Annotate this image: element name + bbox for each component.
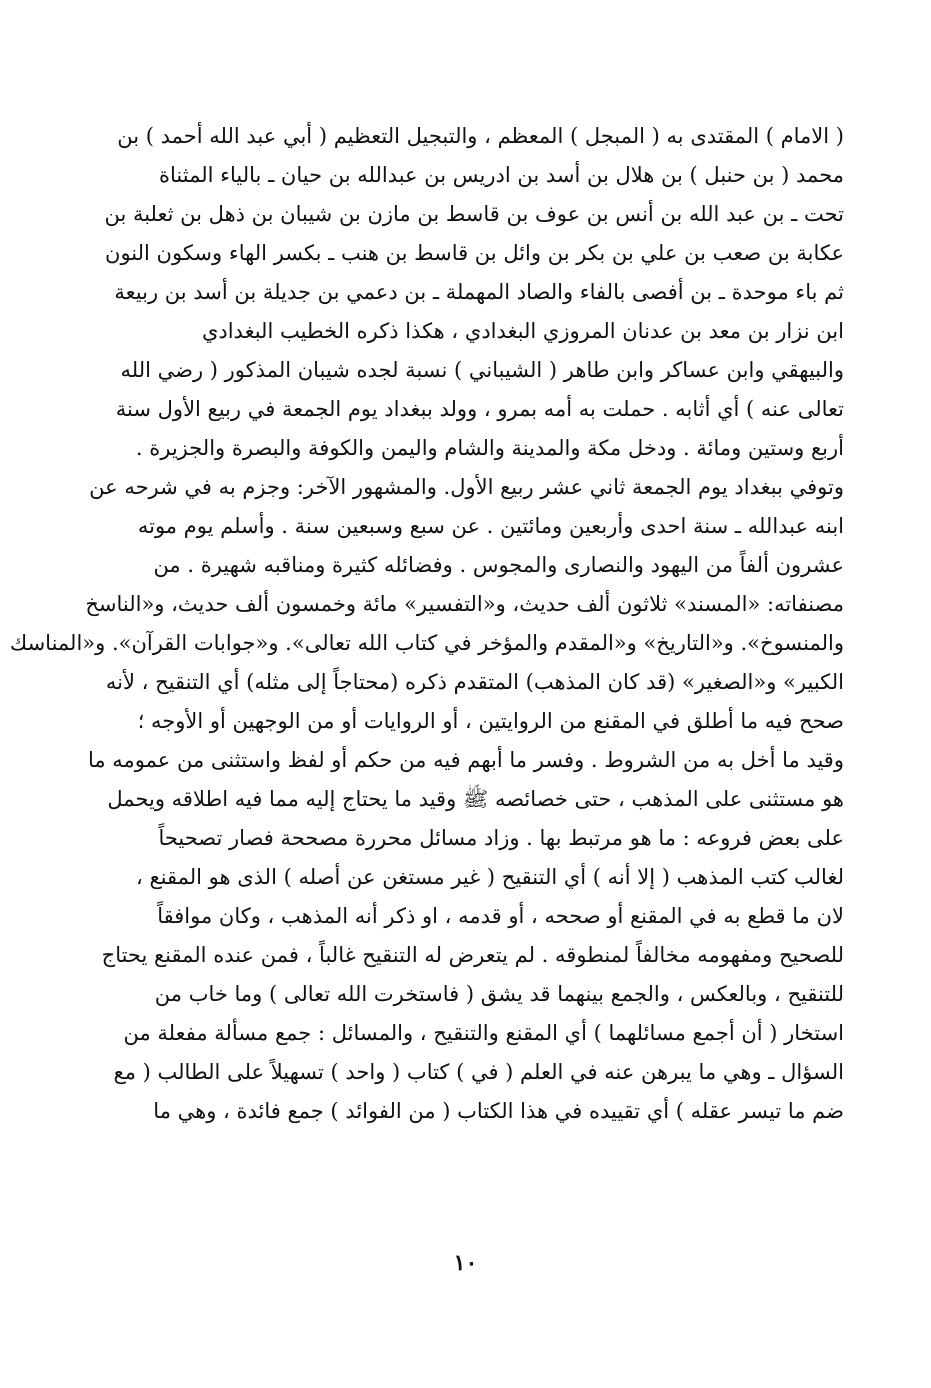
text-line: عشرون ألفاً من اليهود والنصارى والمجوس . وفضائله كثيرة ومناقبه شهيرة . من <box>153 553 844 577</box>
text-line: للصحيح ومفهومه مخالفاً لمنطوقه . لم يتعرض له التنقيح غالباً ، فمن عنده المقنع يحتاج <box>101 943 844 967</box>
text-line: ( الامام ) المقتدى به ( المبجل ) المعظم ، والتبجيل التعظيم ( أبي عبد الله أحمد ) بن <box>117 124 844 148</box>
text-line: مصنفاته: «المسند» ثلاثون ألف حديث، و«التفسير» مائة وخمسون ألف حديث، و«الناسخ <box>85 592 844 616</box>
text-line: هو مستثنى على المذهب ، حتى خصائصه ﷺ وقيد ما يحتاج إليه مما فيه اطلاقه ويحمل <box>107 787 844 811</box>
text-line: أربع وستين ومائة . ودخل مكة والمدينة والشام واليمن والكوفة والبصرة والجزيرة . <box>135 436 844 460</box>
text-line: تحت ـ بن عبد الله بن أنس بن عوف بن قاسط بن مازن بن شيبان بن ذهل بن ثعلبة بن <box>104 202 844 226</box>
text-line: لان ما قطع به في المقنع أو صححه ، أو قدمه ، او ذكر أنه المذهب ، وكان موافقاً <box>157 904 844 928</box>
text-line: للتنقيح ، وبالعكس ، والجمع بينهما قد يشق ( فاستخرت الله تعالى ) وما خاب من <box>154 982 844 1006</box>
text-line: محمد ( بن حنبل ) بن هلال بن أسد بن ادريس بن عبدالله بن حيان ـ بالياء المثناة <box>159 163 844 187</box>
text-line: وقيد ما أخل به من الشروط . وفسر ما أبهم فيه من حكم أو لفظ واستثنى من عمومه ما <box>87 748 844 772</box>
text-line: الكبير» و«الصغير» (قد كان المذهب) المتقدم ذكره (محتاجاً إلى مثله) أي التنقيح ، لأنه <box>105 670 844 694</box>
text-line: تعالى عنه ) أي أثابه . حملت به أمه بمرو ، وولد ببغداد يوم الجمعة في ربيع الأول سنة <box>115 397 844 421</box>
text-line: والمنسوخ». و«التاريخ» و«المقدم والمؤخر في كتاب الله تعالى». و«جوابات القرآن». و«المناسك <box>9 631 844 655</box>
text-line: السؤال ـ وهي ما يبرهن عنه في العلم ( في ) كتاب ( واحد ) تسهيلاً على الطالب ( مع <box>113 1060 844 1084</box>
text-line: عكابة بن صعب بن علي بن بكر بن وائل بن قاسط بن هنب ـ بكسر الهاء وسكون النون <box>105 241 844 265</box>
body-text <box>9 117 844 1131</box>
page-number: ١٠ <box>453 1250 478 1276</box>
text-line: ثم باء موحدة ـ بن أفصى بالفاء والصاد المهملة ـ بن دعمي بن جديلة بن أسد بن ربيعة <box>114 280 844 304</box>
text-line: صحح فيه ما أطلق في المقنع من الروايتين ، أو الروايات أو من الوجهين أو الأوجه ؛ <box>137 709 844 733</box>
text-line: وتوفي ببغداد يوم الجمعة ثاني عشر ربيع الأول. والمشهور الآخر: وجزم به في شرحه عن <box>89 475 844 499</box>
text-line: لغالب كتب المذهب ( إلا أنه ) أي التنقيح ( غير مستغن عن أصله ) الذى هو المقنع ، <box>135 865 844 889</box>
text-line: ضم ما تيسر عقله ) أي تقييده في هذا الكتاب ( من الفوائد ) جمع فائدة ، وهي ما <box>153 1099 844 1123</box>
text-line: ابنه عبدالله ـ سنة احدى وأربعين ومائتين . عن سبع وسبعين سنة . وأسلم يوم موته <box>137 514 844 538</box>
text-line: ابن نزار بن معد بن عدنان المروزي البغدادي ، هكذا ذكره الخطيب البغدادي <box>201 319 844 343</box>
text-line: على بعض فروعه : ما هو مرتبط بها . وزاد مسائل محررة مصححة فصار تصحيحاً <box>158 826 844 850</box>
text-line: استخار ( أن أجمع مسائلهما ) أي المقنع والتنقيح ، والمسائل : جمع مسألة مفعلة من <box>123 1021 844 1045</box>
text-line: والبيهقي وابن عساكر وابن طاهر ( الشيباني ) نسبة لجده شيبان المذكور ( رضي الله <box>120 358 844 382</box>
